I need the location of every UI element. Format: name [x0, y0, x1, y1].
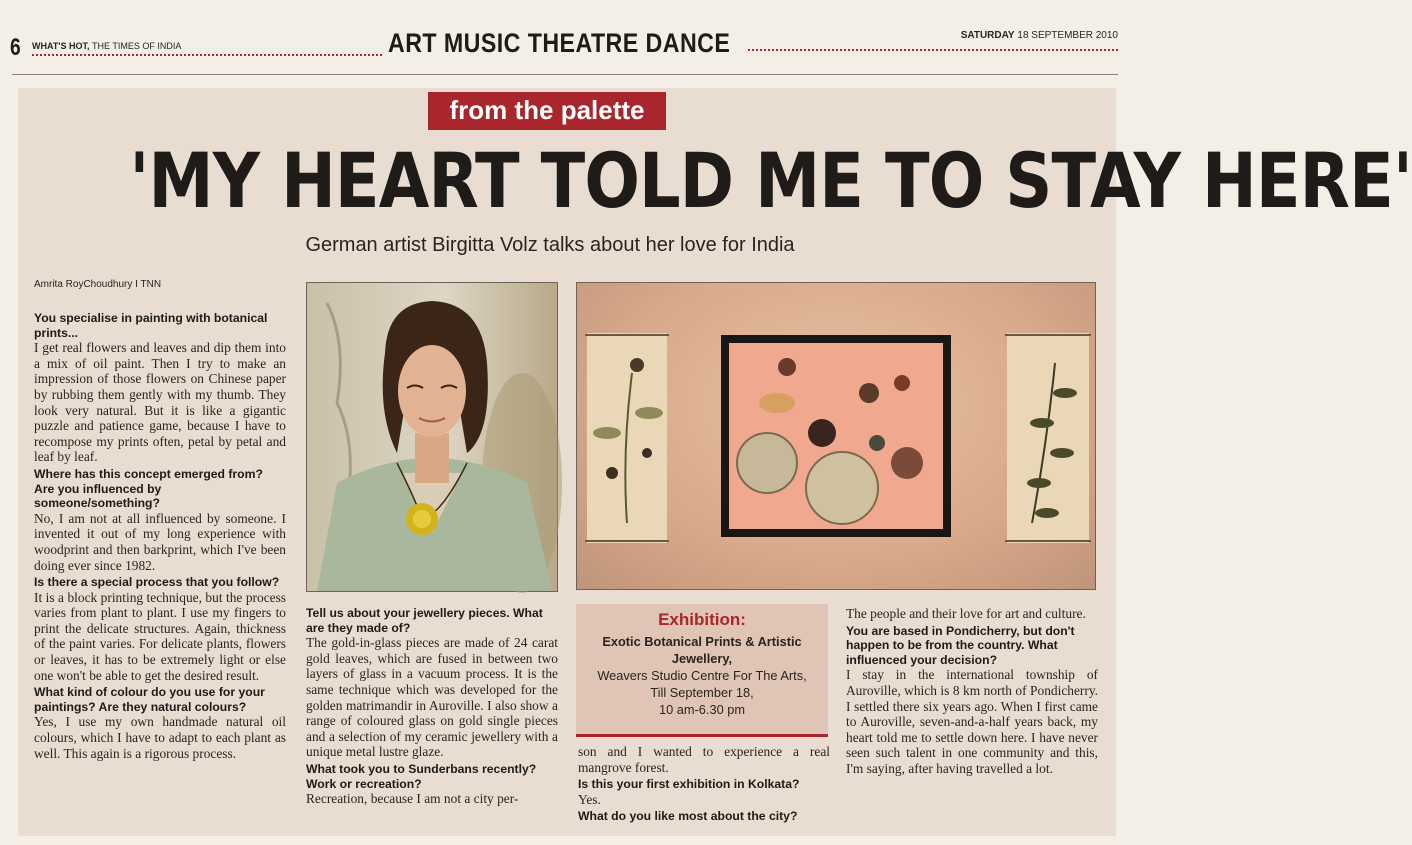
- answer: Yes.: [578, 791, 601, 807]
- question: What kind of colour do you use for your paintings? Are they natural colours?: [34, 685, 265, 714]
- artist-portrait-photo: [306, 282, 558, 592]
- section-label: [32, 41, 181, 51]
- question: Is there a special process that you follow?: [34, 575, 280, 590]
- exhibition-dates: Till September 18,: [650, 685, 754, 700]
- question: You are based in Pondicherry, but don't happen to be from the country. What influenced your decision?: [846, 623, 1075, 667]
- byline: Amrita RoyChoudhury I TNN: [34, 279, 162, 290]
- date-rest: 18 SEPTEMBER 2010: [1017, 30, 1118, 41]
- paper-name: THE TIMES OF INDIA: [91, 41, 182, 51]
- exhibition-hours: 10 am-6.30 pm: [658, 702, 746, 717]
- date-day: SATURDAY: [960, 30, 1015, 41]
- text-column-3: [578, 744, 830, 824]
- answer: I get real flowers and leaves and dip them into a mix of oil paint. Then I try to make an impression of those flowers on Chinese paper by rubbing them gently with my thumb. They look very natural. But it is like a gigantic puzzle and patience game, because I have to recompose my prints often, petal by petal and leaf by leaf.: [34, 340, 286, 465]
- issue-date: [940, 30, 1118, 41]
- question: Tell us about your jewellery pieces. What are they made of?: [306, 606, 543, 635]
- exhibition-gallery-photo: [576, 282, 1096, 590]
- headline: 'MY HEART TOLD ME TO STAY HERE': [129, 136, 1412, 225]
- question: What do you like most about the city?: [578, 809, 798, 824]
- question: What took you to Sunderbans recently? Work or recreation?: [306, 761, 537, 791]
- answer: It is a block printing technique, but the process varies from plant to plant. I use my fingers to print the delicate structures. Again, thickness of the paint varies. For delicate plants, flowers or leaves, it has to be extremely light or else one won't be able to get the desired result.: [34, 589, 286, 683]
- exhibition-venue: Weavers Studio Centre For The Arts,: [597, 668, 807, 683]
- answer: I stay in the international township of Auroville, which is 8 km north of Pondicherry. I settled there six years ago. When I first came to Auroville, seven-and-a-half years back, my heart told me to settle down here. I have never seen such talent in one community and this, I'm saying, after having travelled a lot.: [846, 667, 1098, 776]
- answer: The people and their love for art and culture.: [846, 606, 1086, 621]
- masthead-rule: [12, 74, 1118, 75]
- text-column-2: [306, 606, 558, 809]
- section-title: ART MUSIC THEATRE DANCE: [388, 28, 731, 58]
- exhibition-show-name: Exotic Botanical Prints & Artistic Jewellery,: [602, 634, 802, 666]
- gallery-illustration: [577, 283, 1095, 589]
- dotted-rule-left: [32, 54, 382, 56]
- portrait-illustration: [307, 283, 557, 591]
- question: You specialise in painting with botanical prints...: [34, 311, 268, 340]
- answer: No, I am not at all influenced by someone. I invented it out of my long experience with woodprint and then barkprint, which I've been doing ever since 1982.: [34, 510, 286, 573]
- answer: Recreation, because I am not a city per-: [306, 791, 519, 807]
- section-label-text: WHAT'S HOT,: [32, 41, 90, 51]
- text-column-1: [34, 311, 286, 763]
- answer: Yes, I use my own handmade natural oil colours, which I have to adapt to each plant as well. This again is a rigorous process.: [34, 714, 286, 761]
- text-column-4: [846, 606, 1098, 779]
- question: Is this your first exhibition in Kolkata?: [578, 777, 800, 792]
- question: Where has this concept emerged from? Are you influenced by someone/something?: [34, 466, 263, 511]
- standfirst: German artist Birgitta Volz talks about her love for India: [305, 234, 795, 256]
- exhibition-title: Exhibition:: [658, 610, 746, 629]
- exhibition-info-box: [576, 604, 828, 737]
- answer: The gold-in-glass pieces are made of 24 carat gold leaves, which are fused in between two layers of glass in a vacuum process. It is the same technique which was developed for the golden matrimandir in Auroville. I also show a range of coloured glass on gold single pieces and a selection of my ceramic jewellery with a unique metal lustre glaze.: [306, 635, 558, 760]
- page-number: 6: [10, 34, 21, 61]
- answer: son and I wanted to experience a real mangrove forest.: [578, 744, 830, 775]
- dotted-rule-right: [748, 49, 1118, 51]
- article-tag: from the palette: [428, 92, 666, 130]
